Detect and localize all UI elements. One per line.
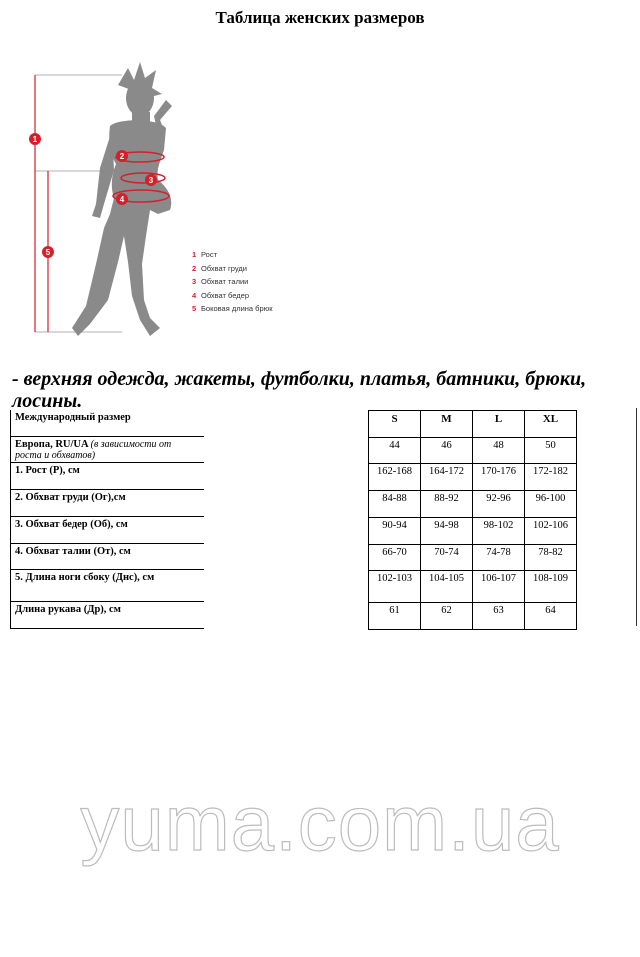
row-label-chest: 2. Обхват груди (Ог),см bbox=[11, 490, 204, 517]
table-cell: 106-107 bbox=[473, 571, 525, 603]
row-label-europe: Европа, RU/UA (в зависимости от роста и обхватов) bbox=[11, 437, 204, 463]
legend-item: 4 Обхват бедер bbox=[192, 290, 249, 300]
marker-1-icon bbox=[29, 133, 41, 145]
table-cell: 61 bbox=[369, 603, 421, 630]
size-header: XL bbox=[525, 411, 577, 438]
right-edge-divider bbox=[636, 408, 637, 626]
table-row bbox=[369, 571, 577, 603]
size-header: S bbox=[369, 411, 421, 438]
table-cell: 164-172 bbox=[421, 464, 473, 491]
marker-5-label: 5 bbox=[45, 248, 51, 257]
table-cell: 108-109 bbox=[525, 571, 577, 603]
size-header: L bbox=[473, 411, 525, 438]
table-cell: 66-70 bbox=[369, 545, 421, 571]
table-cell: 70-74 bbox=[421, 545, 473, 571]
table-cell: 172-182 bbox=[525, 464, 577, 491]
marker-3-icon bbox=[145, 174, 157, 186]
table-cell: 46 bbox=[421, 438, 473, 464]
table-row bbox=[369, 411, 577, 438]
table-cell: 170-176 bbox=[473, 464, 525, 491]
row-label-hips: 3. Обхват бедер (Об), см bbox=[11, 517, 204, 544]
table-cell: 78-82 bbox=[525, 545, 577, 571]
legend-item: 2 Обхват груди bbox=[192, 263, 247, 273]
table-cell: 64 bbox=[525, 603, 577, 630]
page-title: Таблица женских размеров bbox=[215, 8, 425, 27]
row-label-sleeve: Длина рукава (Др), см bbox=[11, 602, 204, 629]
table-row bbox=[369, 603, 577, 630]
legend-item: 5 Боковая длина брюк bbox=[192, 304, 273, 313]
table-cell: 63 bbox=[473, 603, 525, 630]
table-row bbox=[369, 518, 577, 545]
marker-2-label: 2 bbox=[119, 152, 125, 161]
table-cell: 162-168 bbox=[369, 464, 421, 491]
table-row bbox=[369, 491, 577, 518]
table-cell: 92-96 bbox=[473, 491, 525, 518]
table-cell: 94-98 bbox=[421, 518, 473, 545]
table-cell: 84-88 bbox=[369, 491, 421, 518]
table-cell: 96-100 bbox=[525, 491, 577, 518]
size-labels-column bbox=[10, 410, 204, 629]
legend-item: 3 Обхват талии bbox=[192, 277, 249, 286]
row-label-waist: 4. Обхват талии (От), см bbox=[11, 544, 204, 570]
marker-4-icon bbox=[116, 193, 128, 205]
marker-2-icon bbox=[116, 150, 128, 162]
watermark: yuma.com.ua bbox=[80, 779, 560, 867]
table-cell: 44 bbox=[369, 438, 421, 464]
table-row bbox=[369, 464, 577, 491]
size-values-table bbox=[368, 410, 577, 630]
legend-item: 1 Рост bbox=[192, 250, 218, 259]
category-subheading: - верхняя одежда, жакеты, футболки, платья, батники, брюки, лосины. bbox=[12, 368, 587, 412]
table-cell: 74-78 bbox=[473, 545, 525, 571]
table-cell: 102-103 bbox=[369, 571, 421, 603]
size-header: M bbox=[421, 411, 473, 438]
row-label-height: 1. Рост (Р), см bbox=[11, 463, 204, 490]
marker-4-label: 4 bbox=[119, 195, 125, 204]
table-row bbox=[369, 438, 577, 464]
table-cell: 88-92 bbox=[421, 491, 473, 518]
table-cell: 90-94 bbox=[369, 518, 421, 545]
table-cell: 50 bbox=[525, 438, 577, 464]
table-cell: 48 bbox=[473, 438, 525, 464]
measurement-legend bbox=[192, 248, 273, 316]
marker-1-label: 1 bbox=[32, 135, 38, 144]
table-row bbox=[369, 545, 577, 571]
marker-5-icon bbox=[42, 246, 54, 258]
table-cell: 98-102 bbox=[473, 518, 525, 545]
table-cell: 104-105 bbox=[421, 571, 473, 603]
row-label-leg-length: 5. Длина ноги сбоку (Днс), см bbox=[11, 570, 204, 602]
header-label: Международный размер bbox=[11, 410, 204, 437]
marker-3-label: 3 bbox=[148, 176, 154, 185]
table-cell: 102-106 bbox=[525, 518, 577, 545]
table-cell: 62 bbox=[421, 603, 473, 630]
